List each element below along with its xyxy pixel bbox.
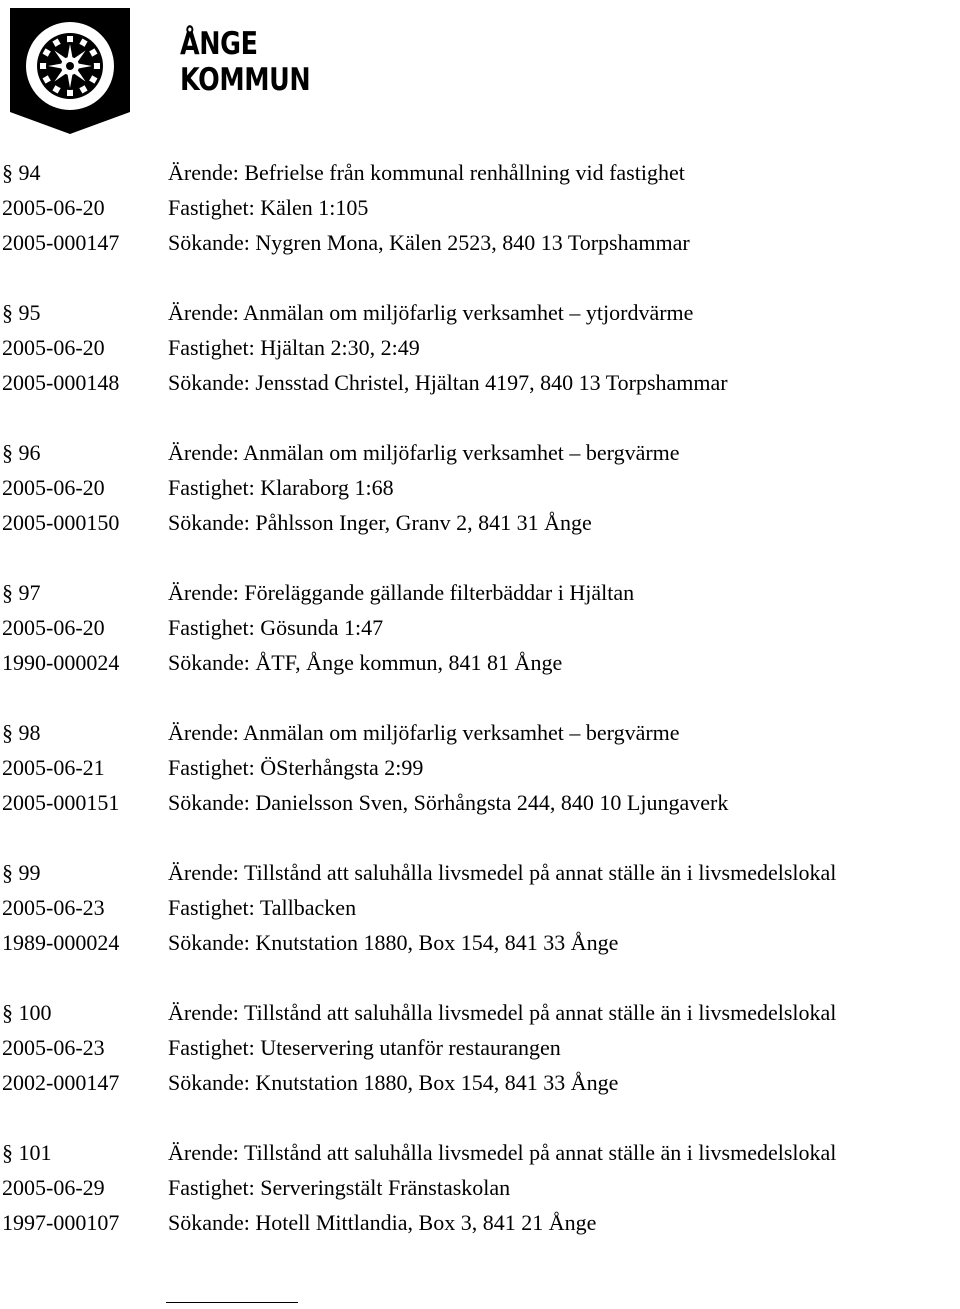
case-applicant: Sökande: Knutstation 1880, Box 154, 841 33 Ånge [168,930,619,955]
case-property: Fastighet: Serveringstält Fränstaskolan [168,1175,511,1200]
case-date: 2005-06-20 [2,195,105,220]
case-entry [0,855,960,995]
footer-divider [166,1302,298,1303]
case-header-row [0,575,960,610]
case-property: Fastighet: Gösunda 1:47 [168,615,384,640]
case-property: Fastighet: Hjältan 2:30, 2:49 [168,335,420,360]
case-applicant: Sökande: Hotell Mittlandia, Box 3, 841 21 Ånge [168,1210,597,1235]
case-subject: Ärende: Tillstånd att saluhålla livsmedel på annat ställe än i livsmedelslokal [168,1140,837,1165]
case-property-row [0,1170,960,1205]
case-property: Fastighet: Tallbacken [168,895,357,920]
case-header-row [0,435,960,470]
logo-wordmark [180,26,310,98]
case-property-row [0,1030,960,1065]
case-number: 101 [18,1140,52,1165]
case-number-cell [2,715,41,750]
case-date: 2005-06-29 [2,1175,105,1200]
case-number-cell [2,1135,52,1170]
case-header-row [0,295,960,330]
case-applicant-row [0,1205,960,1240]
case-number-cell [2,295,41,330]
municipality-logo [0,0,311,140]
case-applicant: Sökande: Jensstad Christel, Hjältan 4197, 840 13 Torpshammar [168,370,728,395]
case-property-row [0,190,960,225]
case-reference-number: 2005-000151 [2,790,120,815]
case-reference-number: 2005-000148 [2,370,120,395]
section-sign: § [2,1000,13,1025]
case-date: 2005-06-20 [2,475,105,500]
case-entry [0,715,960,855]
case-applicant: Sökande: Påhlsson Inger, Granv 2, 841 31 Ånge [168,510,592,535]
case-list [0,155,960,1275]
case-reference-number: 1990-000024 [2,650,120,675]
case-property-row [0,890,960,925]
case-applicant-row [0,225,960,260]
case-property-row [0,330,960,365]
case-applicant-row [0,645,960,680]
case-entry [0,155,960,295]
section-sign: § [2,160,13,185]
section-sign: § [2,720,13,745]
case-applicant-row [0,365,960,400]
case-applicant: Sökande: Knutstation 1880, Box 154, 841 33 Ånge [168,1070,619,1095]
case-number-cell [2,435,41,470]
logo-line-1: ÅNGE [180,26,258,62]
case-property-row [0,750,960,785]
case-date: 2005-06-20 [2,615,105,640]
case-date: 2005-06-23 [2,895,105,920]
case-date: 2005-06-23 [2,1035,105,1060]
case-applicant: Sökande: Nygren Mona, Kälen 2523, 840 13 Torpshammar [168,230,690,255]
case-reference-number: 2005-000147 [2,230,120,255]
case-number-cell [2,155,41,190]
section-sign: § [2,440,13,465]
case-entry [0,1135,960,1275]
case-header-row [0,995,960,1030]
case-applicant: Sökande: Danielsson Sven, Sörhångsta 244, 840 10 Ljungaverk [168,790,729,815]
case-number: 96 [18,440,41,465]
case-entry [0,575,960,715]
section-sign: § [2,300,13,325]
case-number: 98 [18,720,41,745]
section-sign: § [2,860,13,885]
case-header-row [0,1135,960,1170]
case-number: 97 [18,580,41,605]
case-applicant-row [0,785,960,820]
case-property: Fastighet: Uteservering utanför restaurangen [168,1035,561,1060]
case-subject: Ärende: Tillstånd att saluhålla livsmedel på annat ställe än i livsmedelslokal [168,860,837,885]
case-applicant-row [0,925,960,960]
case-applicant: Sökande: ÅTF, Ånge kommun, 841 81 Ånge [168,650,563,675]
case-number-cell [2,855,41,890]
case-subject: Ärende: Befrielse från kommunal renhållning vid fastighet [168,160,685,185]
case-property-row [0,470,960,505]
case-subject: Ärende: Tillstånd att saluhålla livsmedel på annat ställe än i livsmedelslokal [168,1000,837,1025]
case-date: 2005-06-20 [2,335,105,360]
case-reference-number: 2005-000150 [2,510,120,535]
section-sign: § [2,1140,13,1165]
case-date: 2005-06-21 [2,755,105,780]
case-number-cell [2,575,41,610]
case-property: Fastighet: ÖSterhångsta 2:99 [168,755,424,780]
case-reference-number: 1989-000024 [2,930,120,955]
case-entry [0,435,960,575]
case-reference-number: 2002-000147 [2,1070,120,1095]
case-applicant-row [0,1065,960,1100]
case-header-row [0,155,960,190]
case-property: Fastighet: Kälen 1:105 [168,195,369,220]
case-header-row [0,855,960,890]
case-applicant-row [0,505,960,540]
logo-line-2: KOMMUN [180,62,311,98]
case-header-row [0,715,960,750]
case-number: 100 [18,1000,52,1025]
case-number: 94 [18,160,41,185]
case-subject: Ärende: Anmälan om miljöfarlig verksamhet – bergvärme [168,440,680,465]
case-reference-number: 1997-000107 [2,1210,120,1235]
case-subject: Ärende: Anmälan om miljöfarlig verksamhet – ytjordvärme [168,300,694,325]
case-entry [0,995,960,1135]
case-property: Fastighet: Klaraborg 1:68 [168,475,394,500]
case-entry [0,295,960,435]
section-sign: § [2,580,13,605]
wheel-icon [6,4,134,136]
case-number: 95 [18,300,41,325]
case-property-row [0,610,960,645]
case-number-cell [2,995,52,1030]
case-number: 99 [18,860,41,885]
case-subject: Ärende: Anmälan om miljöfarlig verksamhet – bergvärme [168,720,680,745]
case-subject: Ärende: Föreläggande gällande filterbäddar i Hjältan [168,580,635,605]
